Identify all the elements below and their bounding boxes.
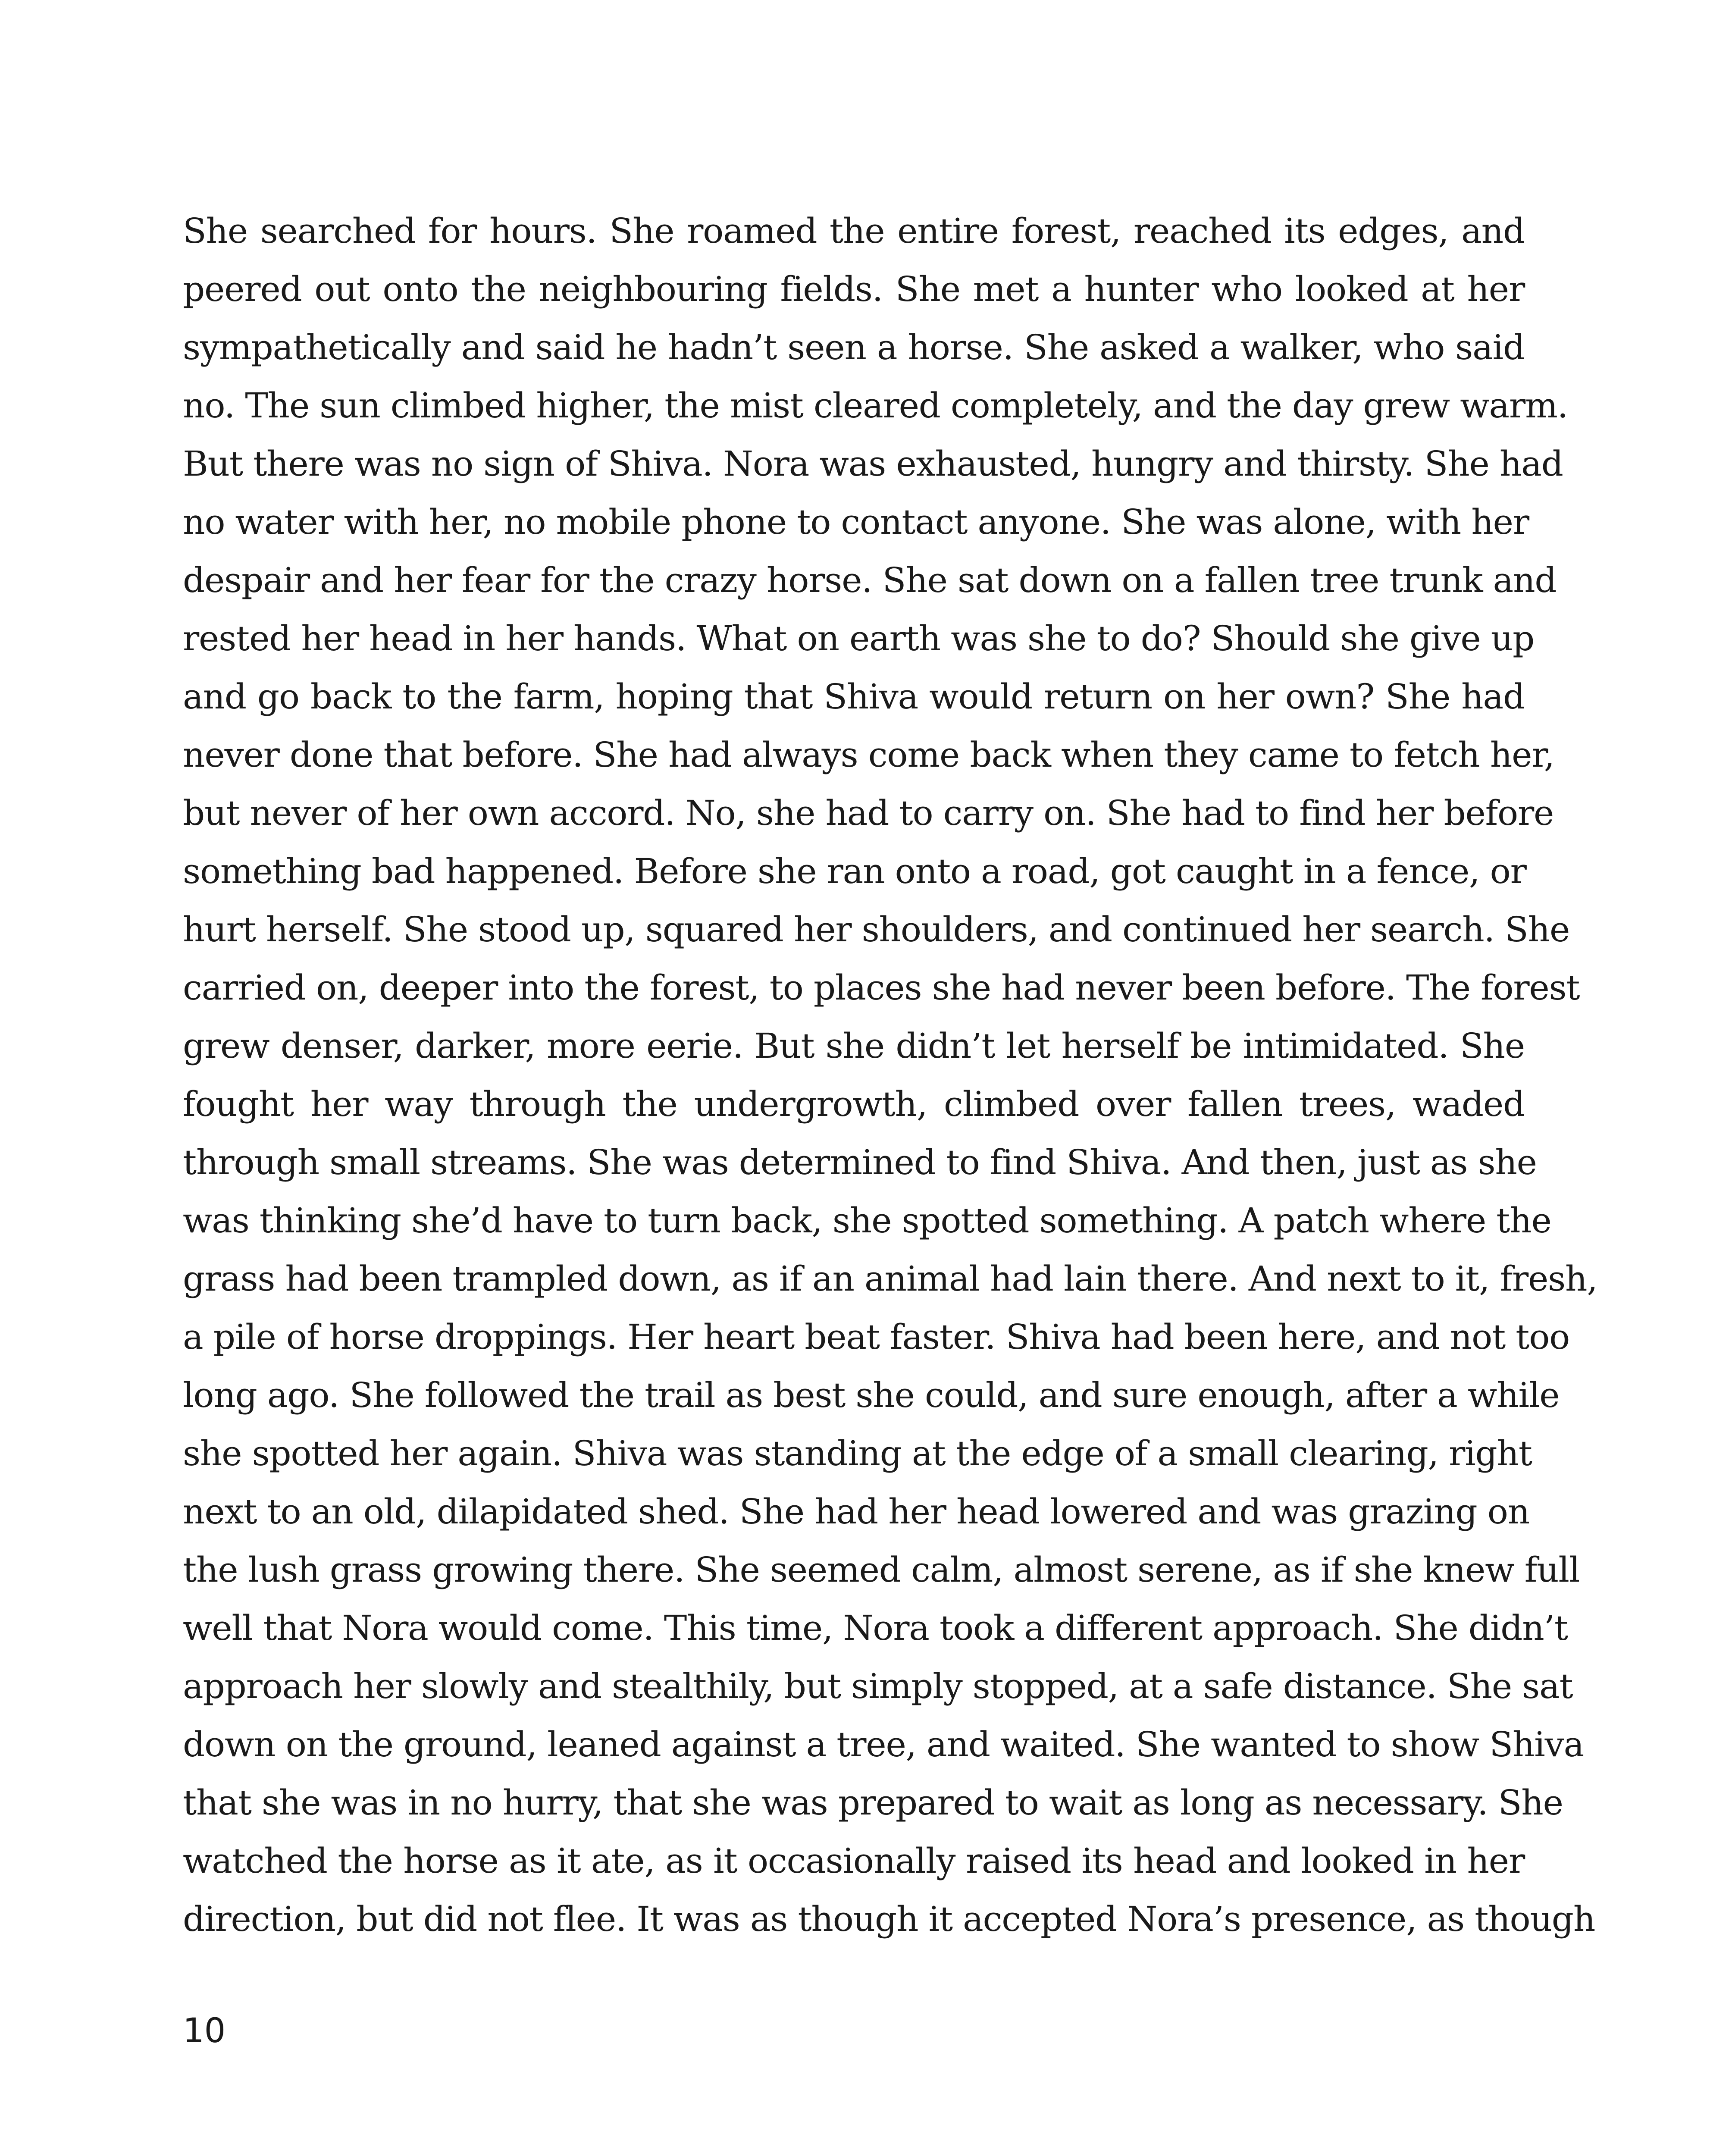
- text-line: hurt herself. She stood up, squared her shoulders, and continued her search. She: [183, 909, 1570, 950]
- text-line: long ago. She followed the trail as best she could, and sure enough, after a while: [183, 1375, 1560, 1415]
- text-line: next to an old, dilapidated shed. She had her head lowered and was grazing on: [183, 1492, 1530, 1532]
- text-line: carried on, deeper into the forest, to places she had never been before. The forest: [183, 968, 1580, 1008]
- text-line: a pile of horse droppings. Her heart beat faster. Shiva had been here, and not too: [183, 1317, 1570, 1357]
- text-line: despair and her fear for the crazy horse. She sat down on a fallen tree trunk and: [183, 560, 1557, 600]
- text-line: through small streams. She was determined to find Shiva. And then, just as she: [183, 1142, 1537, 1182]
- text-line: sympathetically and said he hadn’t seen a horse. She asked a walker, who said: [183, 327, 1525, 367]
- text-line: no. The sun climbed higher, the mist cleared completely, and the day grew warm.: [183, 385, 1568, 426]
- text-line: she spotted her again. Shiva was standing at the edge of a small clearing, right: [183, 1433, 1532, 1473]
- text-line: no water with her, no mobile phone to contact anyone. She was alone, with her: [183, 502, 1529, 542]
- text-line: watched the horse as it ate, as it occasionally raised its head and looked in her: [183, 1841, 1525, 1881]
- page-number: 10: [183, 2012, 226, 2050]
- text-line: something bad happened. Before she ran onto a road, got caught in a fence, or: [183, 851, 1526, 891]
- text-line: rested her head in her hands. What on earth was she to do? Should she give up: [183, 618, 1535, 658]
- text-line: peered out onto the neighbouring fields. She met a hunter who looked at her: [183, 269, 1525, 309]
- text-line: grew denser, darker, more eerie. But she didn’t let herself be intimidated. She: [183, 1026, 1525, 1066]
- text-line: She searched for hours. She roamed the entire forest, reached its edges, and: [183, 211, 1525, 251]
- text-line: down on the ground, leaned against a tree, and waited. She wanted to show Shiva: [183, 1724, 1584, 1764]
- text-line: But there was no sign of Shiva. Nora was exhausted, hungry and thirsty. She had: [183, 444, 1563, 484]
- text-line: was thinking she’d have to turn back, she spotted something. A patch where the: [183, 1200, 1551, 1241]
- body-text: [183, 202, 1597, 1948]
- text-line: direction, but did not flee. It was as though it accepted Nora’s presence, as though: [183, 1899, 1595, 1939]
- text-line: approach her slowly and stealthily, but simply stopped, at a safe distance. She sat: [183, 1666, 1573, 1706]
- text-line: fought her way through the undergrowth, climbed over fallen trees, waded: [183, 1084, 1525, 1124]
- text-line: never done that before. She had always come back when they came to fetch her,: [183, 735, 1554, 775]
- text-line: the lush grass growing there. She seemed calm, almost serene, as if she knew full: [183, 1550, 1580, 1590]
- text-line: grass had been trampled down, as if an animal had lain there. And next to it, fresh,: [183, 1259, 1597, 1299]
- text-line: that she was in no hurry, that she was prepared to wait as long as necessary. She: [183, 1783, 1563, 1823]
- text-line: well that Nora would come. This time, Nora took a different approach. She didn’t: [183, 1608, 1568, 1648]
- text-line: and go back to the farm, hoping that Shiva would return on her own? She had: [183, 677, 1525, 717]
- text-line: but never of her own accord. No, she had to carry on. She had to find her before: [183, 793, 1554, 833]
